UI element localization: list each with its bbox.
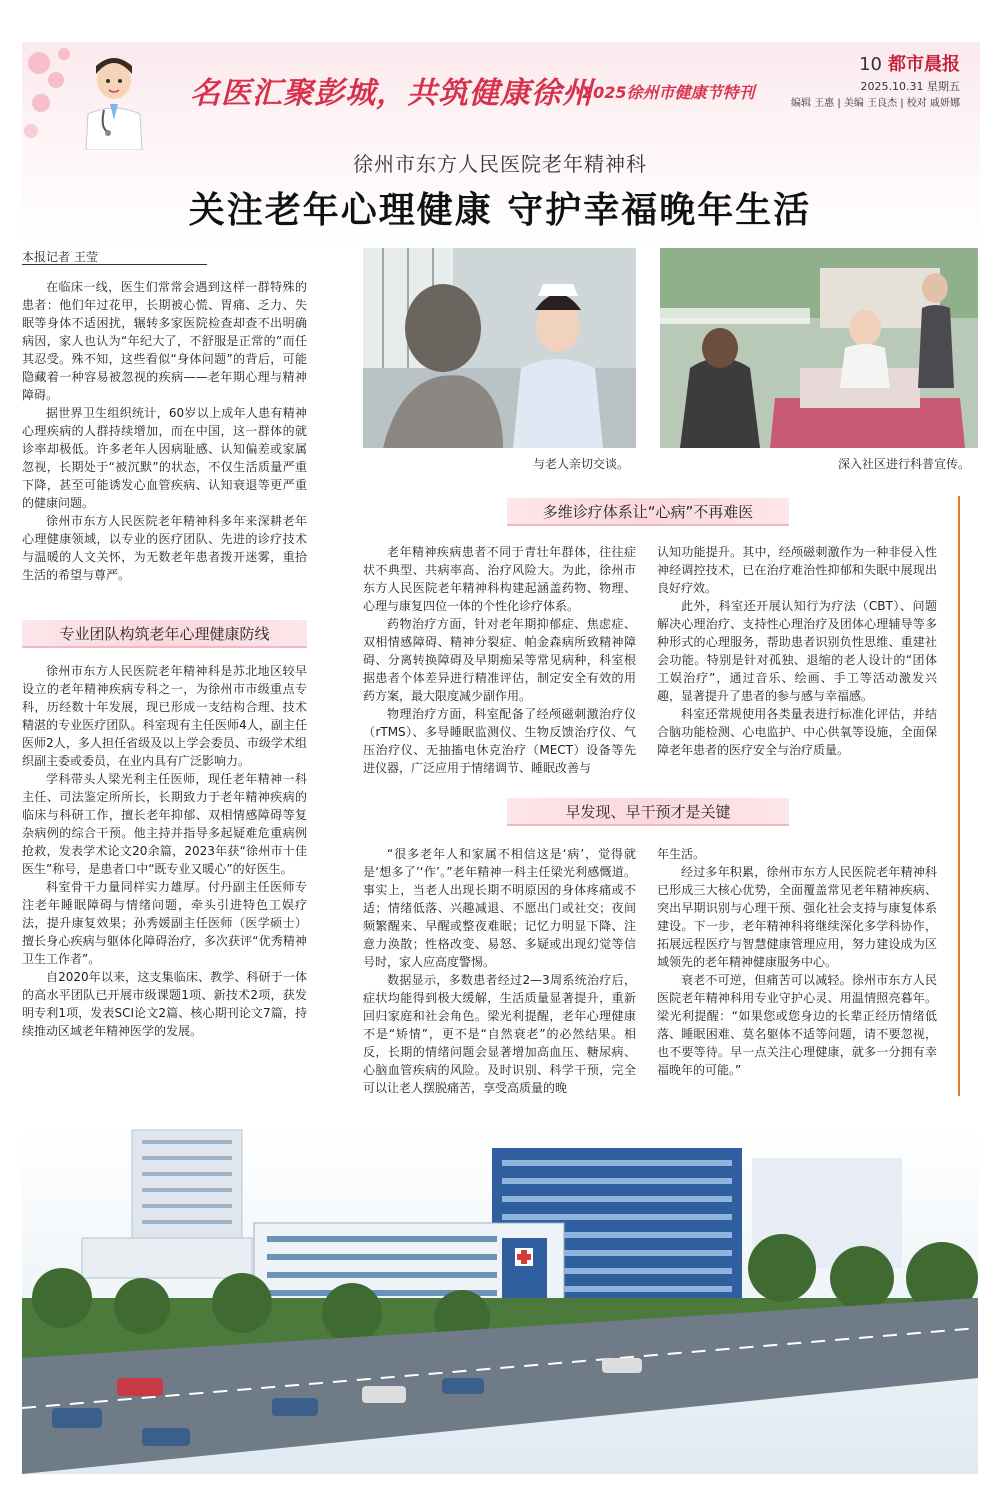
byline: 本报记者 王莹 (22, 250, 98, 264)
photo-community-outreach (660, 248, 978, 448)
paper-name: 都市晨报 (888, 54, 960, 75)
intro-paragraph: 徐州市东方人民医院老年精神科多年来深耕老年心理健康领域，以专业的医疗团队、先进的诊疗技术与温暖的人文关怀，为无数老年患者拨开迷雾，重拾生活的希望与尊严。 (22, 514, 307, 582)
section-title-team: 专业团队构筑老年心理健康防线 (22, 620, 307, 648)
issue-date: 2025.10.31 星期五 (860, 80, 960, 93)
diagnosis-paragraph: 科室还常规使用各类量表进行标准化评估，并结合脑功能检测、心电监护、中心供氧等设施，全面保障老年患者的医疗安全与治疗质量。 (657, 707, 937, 757)
section-title-diagnosis-system: 多维诊疗体系让“心病”不再难医 (507, 498, 789, 526)
article-headline: 关注老年心理健康 守护幸福晚年生活 (188, 190, 812, 231)
photo-doctor-talking-with-elder (363, 248, 636, 448)
diagnosis-column-a (363, 543, 636, 777)
photo-caption-right: 深入社区进行科普宣传。 (838, 457, 971, 471)
photo-caption-left: 与老人亲切交谈。 (533, 457, 630, 471)
team-paragraph: 徐州市东方人民医院老年精神科是苏北地区较早设立的老年精神疾病专科之一，为徐州市市级重点专科，历经数十年发展，现已形成一支结构合理、技术精湛的专业医疗团队。科室现有主任医师4人，副主任医师2人，多人担任省级及以上学会委员、市级学术组织副主委或委员，在业内具有广泛影响力。 (22, 664, 307, 768)
diagnosis-paragraph: 此外，科室还开展认知行为疗法（CBT）、问题解决心理治疗、支持性心理治疗及团体心理辅导等多种形式的心理服务，帮助患者识别负性思维、重建社会功能。特别是针对孤独、退缩的老人设计的“团体工娱治疗”，通过音乐、绘画、手工等活动激发兴趣，显著提升了患者的参与感与幸福感。 (657, 599, 937, 703)
banner-slogan: 名医汇聚彭城，共筑健康徐州 (190, 76, 593, 111)
team-paragraph: 学科带头人梁光利主任医师，现任老年精神一科主任、司法鉴定所所长，长期致力于老年精神疾病的临床与科研工作，擅长老年抑郁、双相情感障碍等复杂病例的综合干预。他主持并指导多起疑难危重病例抢救，发表学术论文20余篇，2023年获“徐州市十佳医生”称号，是患者口中“既专业又暖心”的好医生。 (22, 772, 307, 876)
early-paragraph: 衰老不可逆，但痛苦可以减轻。徐州市东方人民医院老年精神科用专业守护心灵、用温情照亮暮年。梁光利提醒：“如果您或您身边的长辈正经历情绪低落、睡眠困难、莫名躯体不适等问题，请不要忽视，也不要等待。早一点关注心理健康，就多一分拥有幸福晚年的可能。” (657, 973, 937, 1077)
diagnosis-paragraph: 认知功能提升。其中，经颅磁刺激作为一种非侵入性神经调控技术，已在治疗难治性抑郁和失眠中展现出良好疗效。 (657, 545, 937, 595)
doctor-illustration (74, 50, 154, 150)
diagnosis-column-b (657, 543, 937, 759)
byline-rule (22, 264, 207, 265)
early-paragraph: “很多老年人和家属不相信这是‘病’，觉得就是‘想多了’‘作’。”老年精神一科主任梁光利感慨道。事实上，当老人出现长期不明原因的身体疼痛或不适；情绪低落、兴趣减退、不愿出门或社交；夜间频繁醒来、早醒或整夜难眠；记忆力明显下降、注意力涣散；性格改变、易怒、多疑或出现幻觉等信号时，家人应高度警惕。 (363, 847, 636, 969)
early-paragraph: 经过多年积累，徐州市东方人民医院老年精神科已形成三大核心优势，全面覆盖常见老年精神疾病、突出早期识别与心理干预、强化社会支持与康复体系建设。下一步，老年精神科将继续深化多学科协作，拓展远程医疗与智慧健康管理应用，努力建设成为区域领先的老年精神健康服务中心。 (657, 865, 937, 969)
diagnosis-paragraph: 物理治疗方面，科室配备了经颅磁刺激治疗仪（rTMS）、多导睡眠监测仪、生物反馈治疗仪、气压治疗仪、无抽搐电休克治疗（MECT）设备等先进仪器，广泛应用于情绪调节、睡眠改善与 (363, 707, 636, 775)
special-edition-label: 2025徐州市健康节特刊 (582, 83, 755, 102)
intro-paragraph: 据世界卫生组织统计，60岁以上成年人患有精神心理疾病的人群持续增加，而在中国，这一群体的就诊率却极低。许多老年人因病耻感、认知偏差或家属忽视，长期处于“被沉默”的状态，不仅生活质量严重下降，甚至可能诱发心血管疾病、认知衰退等更严重的健康问题。 (22, 406, 307, 510)
early-paragraph: 年生活。 (657, 847, 706, 861)
hospital-building-rendering (22, 1128, 978, 1474)
section-title-early-intervention: 早发现、早干预才是关键 (507, 798, 789, 826)
page-number: 10 (859, 54, 882, 75)
intro-column (22, 278, 307, 584)
editor-credits: 编辑 王惠 | 美编 王良杰 | 校对 戚妍娜 (791, 98, 960, 109)
page-number-and-paper (859, 50, 960, 76)
intro-paragraph: 在临床一线，医生们常常会遇到这样一群特殊的患者：他们年过花甲，长期被心慌、胃痛、乏力、失眠等身体不适困扰，辗转多家医院检查却查不出明确病因，家人也认为“年纪大了，不舒服是正常的”而任其忍受。殊不知，这些看似“身体问题”的背后，可能隐藏着一种容易被忽视的疾病——老年期心理与精神障碍。 (22, 280, 307, 402)
diagnosis-paragraph: 老年精神疾病患者不同于青壮年群体，往往症状不典型、共病率高、治疗风险大。为此，徐州市东方人民医院老年精神科构建起涵盖药物、物理、心理与康复四位一体的个性化诊疗体系。 (363, 545, 636, 613)
team-column (22, 662, 307, 1040)
team-paragraph: 自2020年以来，这支集临床、教学、科研于一体的高水平团队已开展市级课题1项、新技术2项，获发明专利1项，发表SCI论文2篇、核心期刊论文7篇，持续推动区域老年精神医学的发展。 (22, 970, 307, 1038)
article-subhead: 徐州市东方人民医院老年精神科 (353, 152, 647, 176)
early-column-a (363, 845, 636, 1097)
early-column-b (657, 845, 937, 1079)
accent-rule (958, 496, 960, 1096)
early-paragraph: 数据显示，多数患者经过2—3周系统治疗后，症状均能得到极大缓解，生活质量显著提升，重新回归家庭和社会角色。梁光利提醒，老年心理健康不是“矫情”，更不是“自然衰老”的必然结果。相反，长期的情绪问题会显著增加高血压、糖尿病、心脑血管疾病的风险。及时识别、科学干预，完全可以让老人摆脱痛苦，享受高质量的晚 (363, 973, 636, 1095)
team-paragraph: 科室骨干力量同样实力雄厚。付丹副主任医师专注老年睡眠障碍与情绪问题，牵头引进特色工娱疗法，提升康复效果；孙秀媛副主任医师（医学硕士）擅长身心疾病与躯体化障碍治疗，多次获评“优秀精神卫生工作者”。 (22, 880, 307, 966)
diagnosis-paragraph: 药物治疗方面，针对老年期抑郁症、焦虑症、双相情感障碍、精神分裂症、帕金森病所致精神障碍、分离转换障碍及早期痴呆等常见病种，科室根据患者个体差异进行精准评估，制定安全有效的用药方案，最大限度减少副作用。 (363, 617, 636, 703)
